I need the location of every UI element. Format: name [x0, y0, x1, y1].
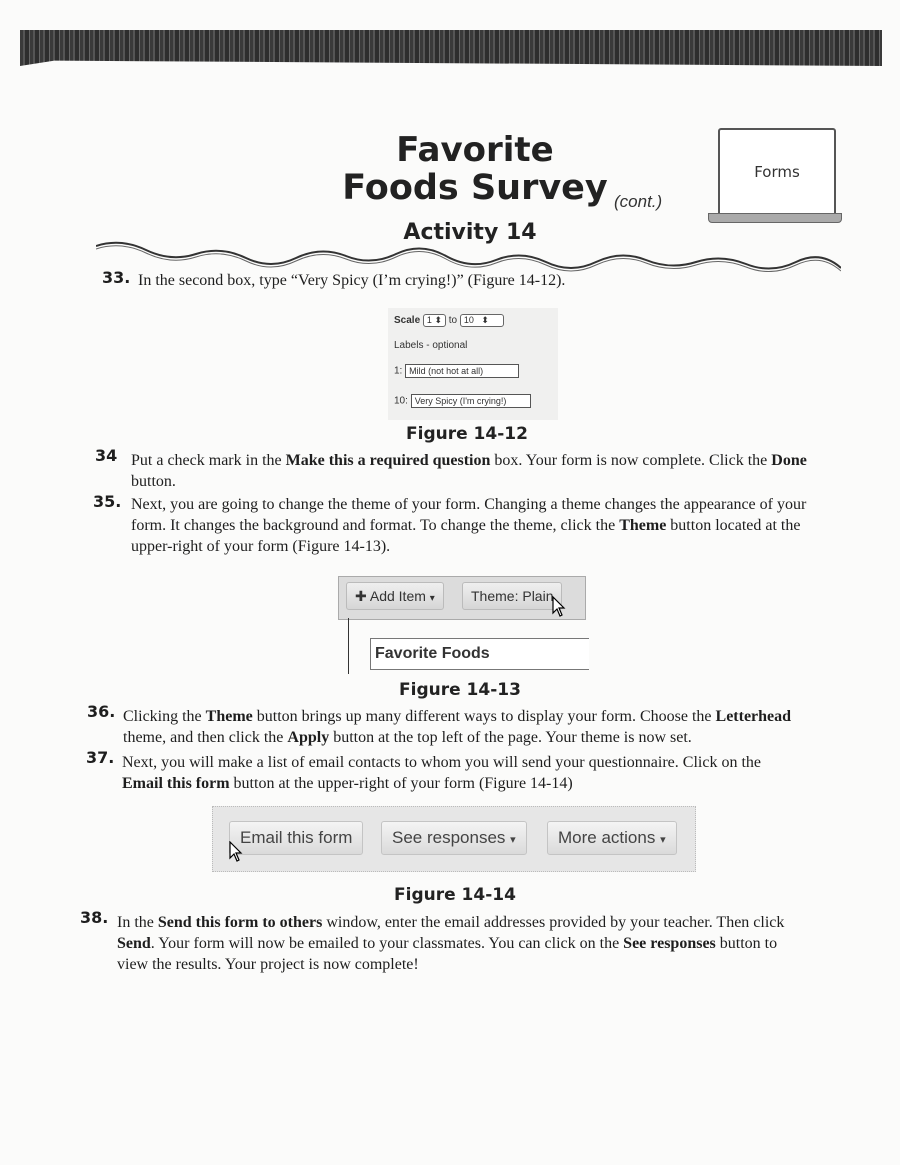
label10-key: 10:: [394, 395, 408, 407]
page-title-line2: Foods Survey: [342, 168, 608, 208]
label10-input[interactable]: Very Spicy (I'm crying!): [411, 394, 531, 408]
email-this-form-button[interactable]: Email this form: [229, 821, 363, 855]
figure-14-12: [388, 308, 558, 420]
chevron-down-icon: ▾: [510, 834, 516, 846]
scale-label: Scale: [394, 315, 421, 327]
chevron-down-icon: ▾: [429, 593, 435, 604]
step-text: Next, you are going to change the theme of your form. Changing a theme changes the appearance of your form. It changes the background and format. To change the theme, click the Theme button located at the upper-right of your form (Figure 14-13).: [131, 496, 807, 555]
divider: [348, 618, 349, 674]
cursor-icon: [229, 841, 243, 863]
step-text: Clicking the Theme button brings up many different ways to display your form. Choose the Letterhead theme, and then click the Apply button at the top left of the page. Your theme is now set.: [123, 708, 792, 746]
figure-14-13: [338, 572, 588, 676]
more-actions-button[interactable]: More actions ▾: [547, 821, 677, 855]
page-title-line1: Favorite: [396, 130, 554, 170]
form-title-input[interactable]: Favorite Foods: [370, 638, 589, 670]
step-number: 38.: [80, 908, 109, 927]
to-label: to: [448, 315, 458, 327]
add-item-button[interactable]: ✚ Add Item ▾: [346, 582, 444, 610]
step-number: 33.: [102, 268, 131, 287]
step-text: In the second box, type “Very Spicy (I’m crying!)” (Figure 14-12).: [138, 272, 566, 289]
step-number: 34: [95, 446, 118, 465]
step-number: 36.: [87, 702, 116, 721]
see-responses-button[interactable]: See responses ▾: [381, 821, 527, 855]
step-text: Next, you will make a list of email contacts to whom you will send your questionnaire. Click on the Email this form button at the upper-right of your form (Figure 14-14): [122, 754, 761, 792]
laptop-base: [708, 213, 842, 223]
step-text: Put a check mark in the Make this a required question box. Your form is now complete. Click the Done button.: [131, 452, 807, 490]
label1-input[interactable]: Mild (not hot at all): [405, 364, 519, 378]
wavy-divider: [96, 240, 841, 272]
scale-to-select[interactable]: 10 ⬍: [460, 314, 504, 327]
laptop-icon: [718, 128, 836, 216]
forms-badge-label: Forms: [754, 163, 800, 181]
header-bar: [20, 30, 882, 66]
step-text: In the Send this form to others window, enter the email addresses provided by your teacher. Then click Send. Your form will now be emailed to your classmates. You can click on the See responses button to view the results. Your project is now complete!: [117, 914, 785, 973]
activity-title: Activity 14: [403, 220, 537, 245]
figure-14-14: [212, 806, 696, 872]
step-number: 37.: [86, 748, 115, 767]
plus-icon: ✚: [355, 588, 367, 604]
scale-from-select[interactable]: 1 ⬍: [423, 314, 446, 327]
label1-key: 1:: [394, 365, 403, 377]
cont-label: (cont.): [614, 192, 663, 211]
chevron-down-icon: ▾: [660, 834, 666, 846]
labels-optional: Labels - optional: [394, 340, 468, 351]
theme-button[interactable]: Theme: Plain: [462, 582, 562, 610]
figure-caption: Figure 14-13: [399, 680, 521, 700]
figure-caption: Figure 14-12: [406, 424, 528, 444]
cursor-icon: [552, 596, 566, 618]
figure-caption: Figure 14-14: [394, 885, 516, 905]
step-number: 35.: [93, 492, 122, 511]
